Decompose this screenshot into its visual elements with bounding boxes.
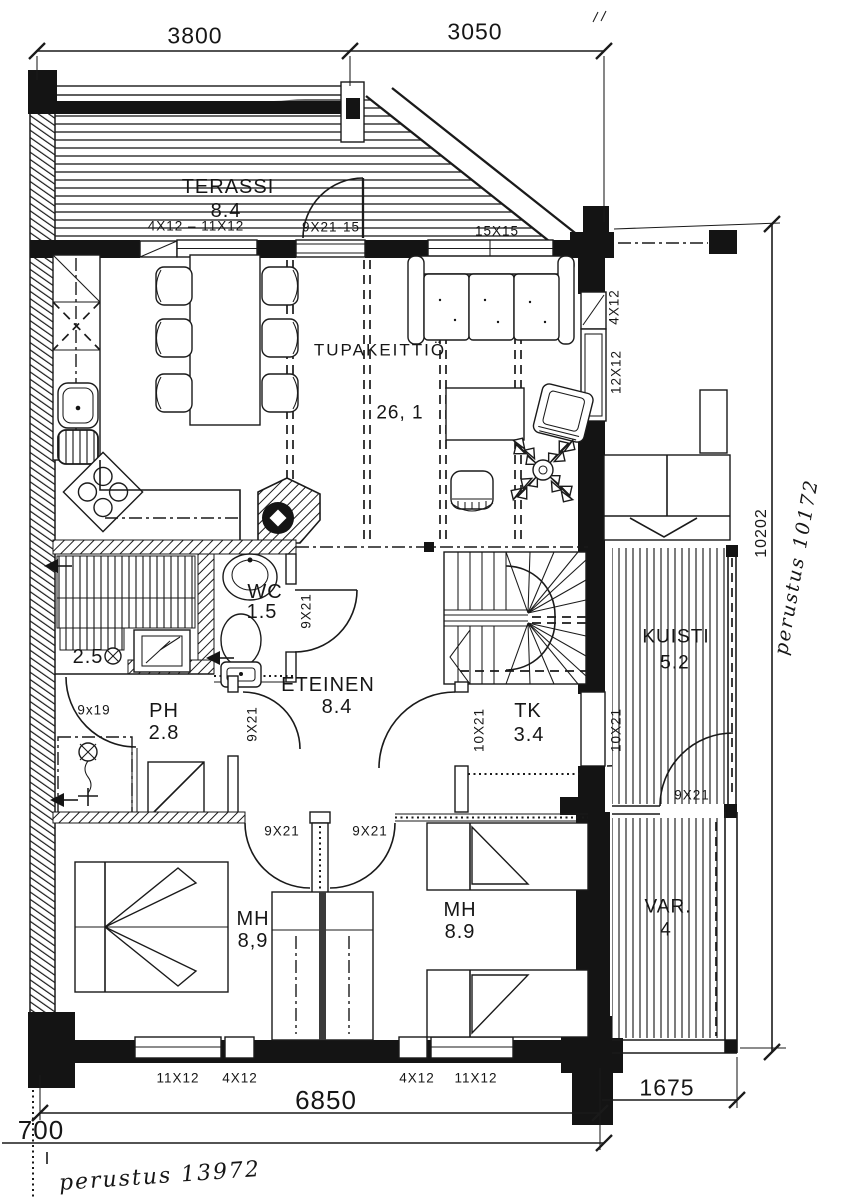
room-area-mh1: 8,9: [237, 930, 269, 952]
dim-bottom-main: 6850: [295, 1085, 357, 1115]
room-label-mh2: MH: [443, 899, 477, 921]
opening-label-bottom-win-4: 11X12: [454, 1070, 498, 1086]
opening-label-top-big-window: 15X15: [474, 223, 520, 239]
room-area-kuisti: 5.2: [660, 652, 690, 674]
room-label-wc: WC: [247, 581, 283, 603]
room-label-tupakeittio: TUPAKEITTIÖ: [313, 340, 447, 360]
fireplace: [258, 478, 320, 543]
handwritten-note-bottom: perustus 13972: [58, 1156, 262, 1197]
wall-hatched-top: [53, 540, 296, 554]
opening-label-right-win-big: 12X12: [608, 349, 624, 395]
opening-label-mh2-door: 9X21: [352, 823, 388, 839]
opening-label-ph-door: 9X21: [244, 706, 260, 742]
coffee-table: [446, 388, 524, 440]
room-label-var: VAR.: [644, 896, 692, 918]
stairs: [444, 552, 586, 684]
eteinen-tk-door-arc: [379, 692, 455, 768]
opening-label-right-win-small: 4X12: [606, 289, 622, 325]
wall-hatched-bedrooms: [53, 812, 245, 823]
room-label-ph: PH: [149, 700, 179, 722]
bedroom-furniture: [75, 823, 588, 1040]
room-area-eteinen: 8.4: [321, 696, 353, 718]
dim-bottom-offset: 700: [17, 1115, 65, 1145]
room-area-tupakeittio: 26, 1: [376, 402, 424, 424]
room-area-ph: 2.8: [148, 722, 180, 744]
door-tk-kuisti-opening: [581, 692, 605, 766]
opening-label-wc-door: 9X21: [298, 593, 314, 629]
kuisti-deck: [612, 548, 728, 804]
kuisti-var: [604, 390, 738, 1053]
sofa: [408, 256, 574, 344]
dim-bottom-right: 1675: [639, 1074, 695, 1101]
window-4x12-b1: [225, 1037, 254, 1058]
dim-top-left: 3800: [167, 22, 223, 49]
handwritten-note-right: perustus 10172: [770, 477, 823, 657]
room-area-terassi: 8.4: [210, 200, 242, 222]
room-area-sauna: 2.5: [72, 646, 104, 668]
opening-label-terrace-door: 9X21-15: [301, 219, 361, 235]
wicker-chair: [451, 471, 493, 511]
steps-side: [700, 390, 727, 453]
opening-label-tk-door-right: 10X21: [608, 707, 624, 753]
room-label-tk: TK: [514, 700, 542, 722]
sauna-bench-upper: [57, 556, 195, 598]
opening-label-tk-door-left: 10X21: [471, 707, 487, 753]
room-area-wc: 1.5: [246, 601, 278, 623]
terrace: [55, 82, 584, 241]
plant: [507, 434, 579, 506]
dim-top-right: 3050: [447, 18, 503, 45]
dim-right-vertical: 10202: [753, 508, 770, 558]
window-4x12-b2: [399, 1037, 427, 1058]
opening-label-mh1-door: 9X21: [264, 823, 300, 839]
room-label-eteinen: ETEINEN: [281, 674, 375, 696]
room-label-kuisti: KUISTI: [642, 626, 710, 648]
opening-label-bottom-win-2: 4X12: [222, 1070, 258, 1086]
opening-label-top-windows: 4X12 – 11X12: [147, 218, 245, 234]
room-area-tk: 3.4: [513, 724, 545, 746]
opening-label-kuisti-var-door: 9X21: [674, 787, 710, 803]
sink: [58, 383, 98, 428]
opening-label-ph-sauna-door: 9x19: [77, 702, 111, 718]
room-label-terassi: TERASSI: [181, 176, 275, 198]
living-furniture: [156, 255, 595, 511]
sauna-bench-lower: [57, 598, 195, 628]
opening-label-bottom-win-1: 11X12: [156, 1070, 200, 1086]
opening-label-bottom-win-3: 4X12: [399, 1070, 435, 1086]
terrace-door-opening: [296, 240, 365, 257]
room-area-mh2: 8.9: [444, 921, 476, 943]
room-area-var: 4: [660, 919, 672, 941]
drainboard: [58, 430, 98, 464]
room-label-mh1: MH: [236, 908, 270, 930]
dining-table: [190, 255, 260, 425]
